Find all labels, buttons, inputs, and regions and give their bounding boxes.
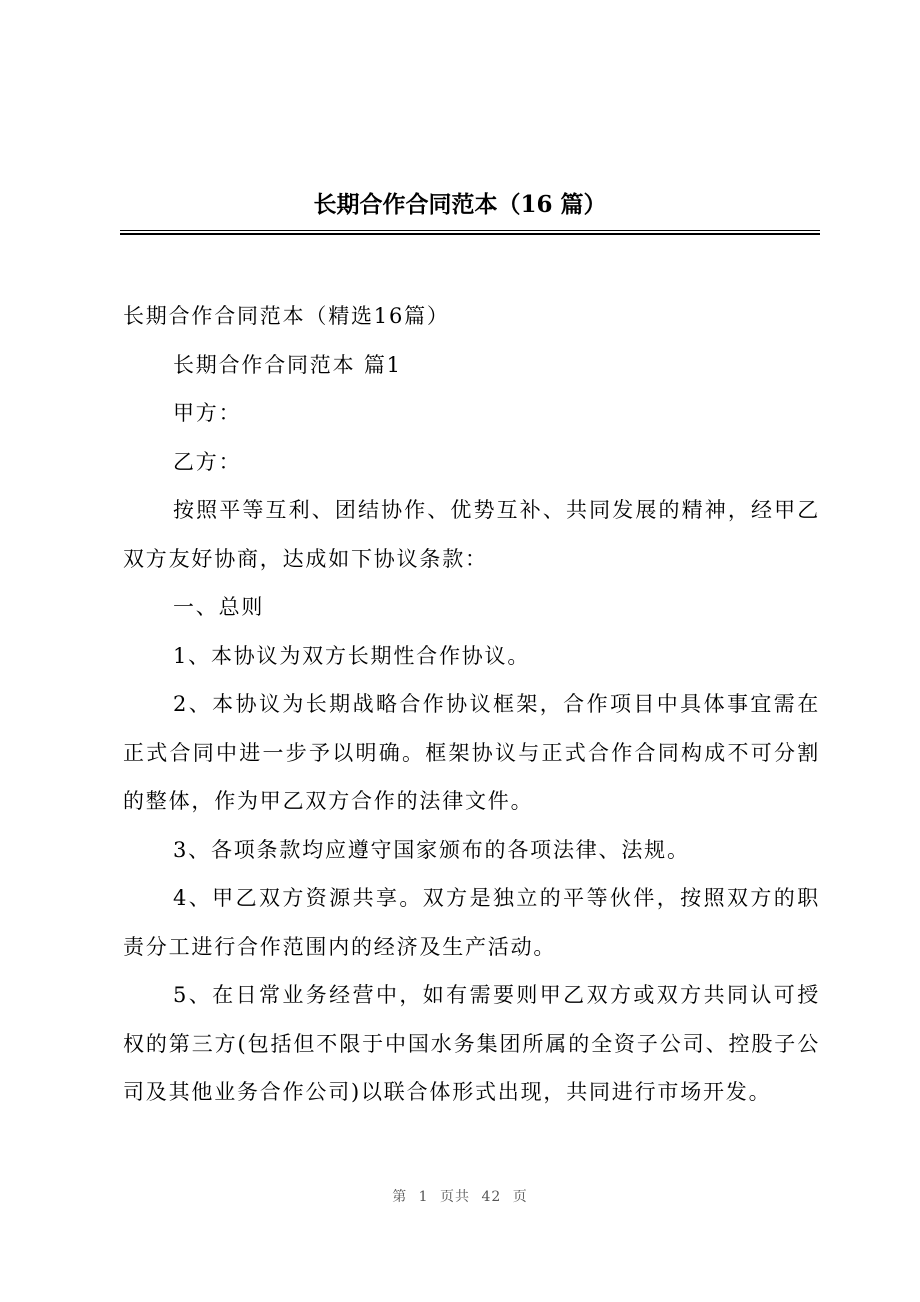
intro-paragraph: 按照平等互利、团结协作、优势互补、共同发展的精神，经甲乙双方友好协商，达成如下协议条款： [123,498,820,571]
title-rule-thick [120,233,820,235]
page-footer: 第 1 页共 42 页 [392,1189,528,1205]
party-a-line: 甲方： [173,401,242,425]
clause-4: 4、甲乙双方资源共享。双方是独立的平等伙伴，按照双方的职责分工进行合作范围内的经济及生产活动。 [123,886,820,959]
subtitle-line: 长期合作合同范本（精选16篇） [123,304,450,328]
clause-3: 3、各项条款均应遵守国家颁布的各项法律、法规。 [173,837,690,862]
section-heading: 长期合作合同范本 篇1 [173,352,402,377]
clause-1: 1、本协议为双方长期性合作协议。 [173,643,531,668]
document-body [123,292,820,1117]
clause-5: 5、在日常业务经营中，如有需要则甲乙双方或双方共同认可授权的第三方(包括但不限于中国水务集团所属的全资子公司、控股子公司及其他业务合作公司)以联合体形式出现，共同进行市场开发。 [123,983,820,1104]
party-b-line: 乙方： [173,449,242,474]
document-title: 长期合作合同范本（16 篇） [313,191,607,218]
clause-2: 2、本协议为长期战略合作协议框架，合作项目中具体事宜需在正式合同中进一步予以明确。框架协议与正式合作合同构成不可分割的整体，作为甲乙双方合作的法律文件。 [123,692,820,813]
general-provisions-heading: 一、总则 [173,595,265,619]
title-rule-thin [120,230,820,231]
